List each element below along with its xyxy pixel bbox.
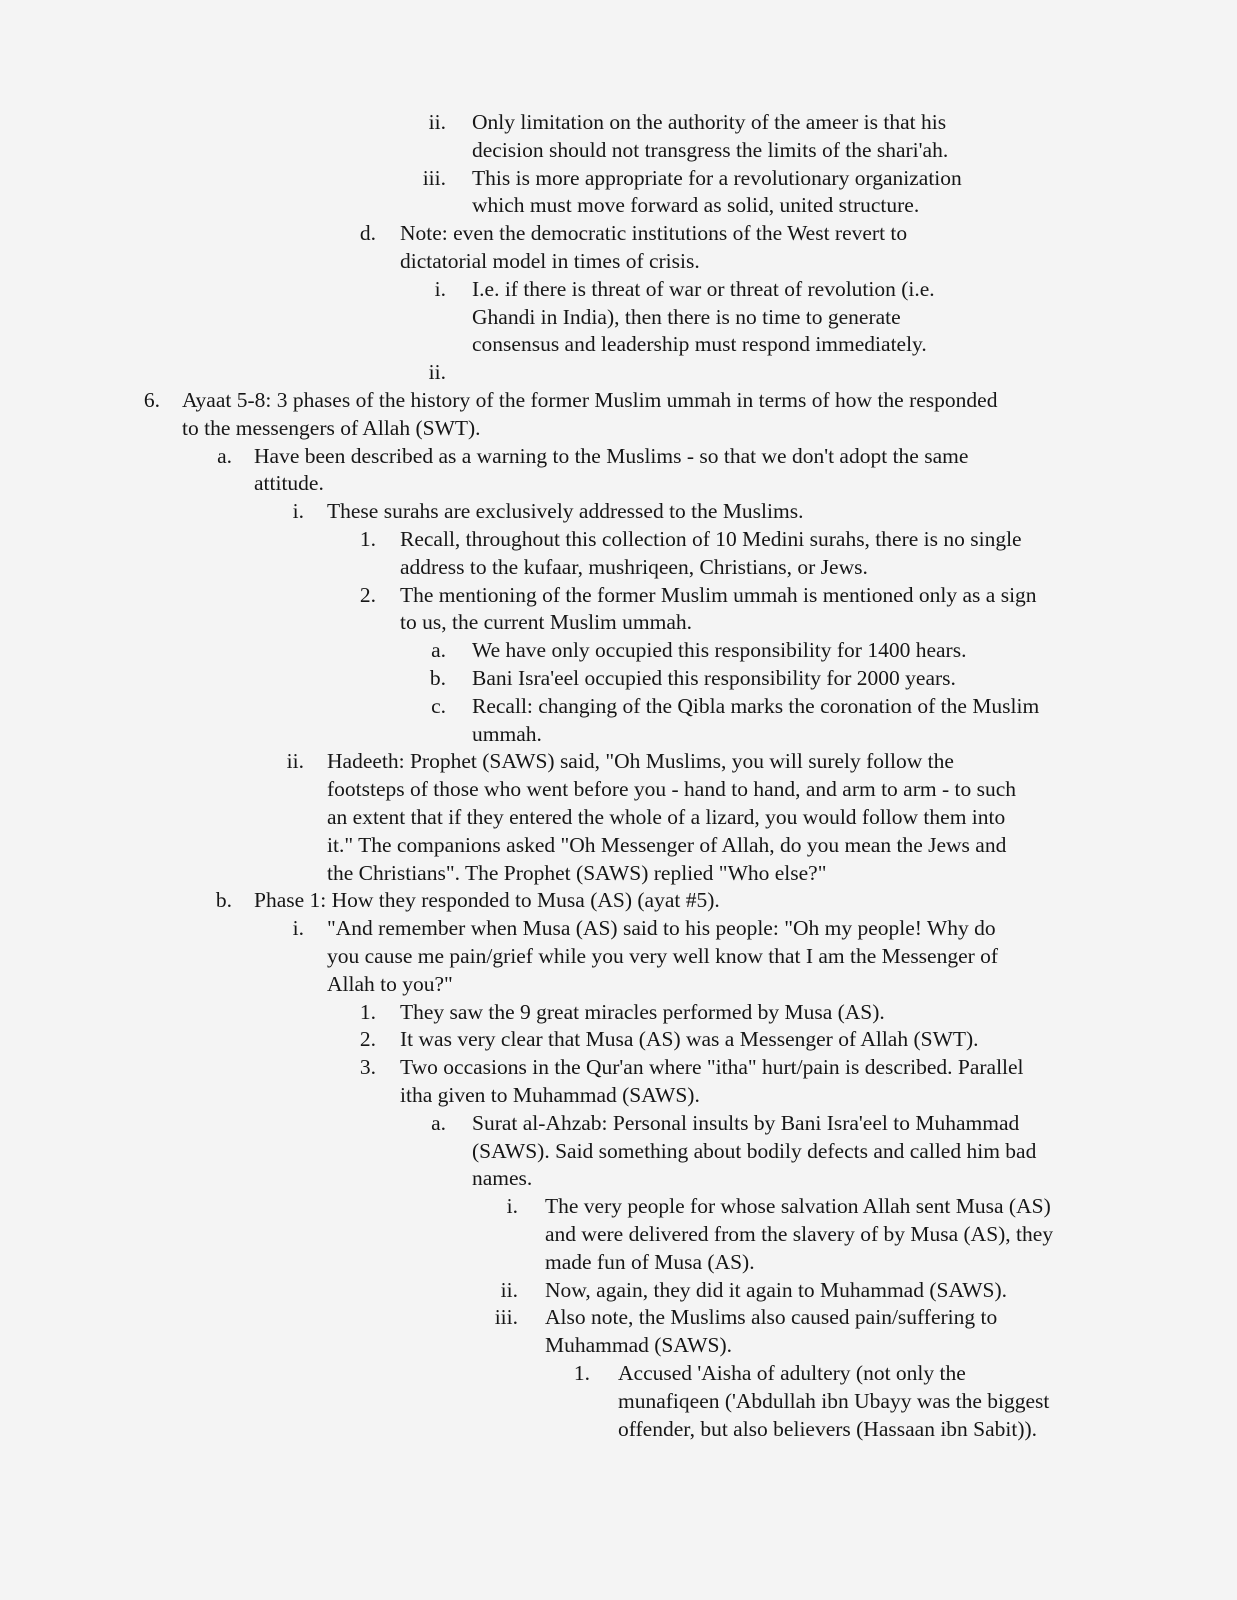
outline-text-line: decision should not transgress the limits of the shari'ah. — [472, 137, 949, 162]
list-marker: i. — [292, 499, 304, 524]
outline-text-line: Surat al-Ahzab: Personal insults by Bani Isra'eel to Muhammad — [472, 1110, 1020, 1135]
outline-text-line: offender, but also believers (Hassaan ibn Sabit)). — [618, 1416, 1038, 1441]
list-marker: ii. — [428, 360, 446, 385]
outline-text-line: Also note, the Muslims also caused pain/suffering to — [545, 1305, 998, 1330]
list-marker: 3. — [359, 1055, 376, 1080]
outline-text-line: Only limitation on the authority of the ameer is that his — [472, 110, 947, 134]
outline-text-line: to us, the current Muslim ummah. — [400, 610, 693, 635]
outline-text-line: Muhammad (SAWS). — [545, 1333, 732, 1358]
list-marker: d. — [359, 221, 376, 246]
outline-text-line: Two occasions in the Qur'an where "itha" hurt/pain is described. Parallel — [400, 1055, 1024, 1080]
list-marker: c. — [431, 693, 446, 718]
outline-text-line: attitude. — [254, 471, 324, 496]
outline-text-line: and were delivered from the slavery of by Musa (AS), they — [545, 1222, 1054, 1246]
outline-text-line: Ayaat 5-8: 3 phases of the history of the former Muslim ummah in terms of how the responded — [182, 388, 998, 412]
outline-text-line: names. — [472, 1166, 533, 1191]
outline-text-line: address to the kufaar, mushriqeen, Christians, or Jews. — [400, 554, 868, 579]
outline-text-line: Allah to you?" — [327, 971, 453, 996]
outline-text-line: an extent that if they entered the whole of a lizard, you would follow them into — [327, 805, 1006, 829]
list-marker: i. — [434, 276, 446, 301]
outline-text-line: The mentioning of the former Muslim ummah is mentioned only as a sign — [400, 582, 1037, 607]
outline-text-line: dictatorial model in times of crisis. — [400, 249, 700, 273]
outline-text-line: These surahs are exclusively addressed to the Muslims. — [327, 499, 804, 524]
list-marker: 1. — [573, 1361, 590, 1385]
outline-text-line: Recall: changing of the Qibla marks the coronation of the Muslim — [472, 693, 1040, 718]
list-marker: i. — [292, 916, 304, 941]
outline-text-line: you cause me pain/grief while you very well know that I am the Messenger of — [327, 944, 999, 968]
outline-text-line: Recall, throughout this collection of 10 Medini surahs, there is no single — [400, 527, 1022, 551]
outline-text-line: Now, again, they did it again to Muhammad (SAWS). — [545, 1277, 1008, 1302]
outline-text-line: Have been described as a warning to the Muslims - so that we don't adopt the same — [254, 443, 969, 468]
outline-text-line: it." The companions asked "Oh Messenger of Allah, do you mean the Jews and — [327, 832, 1007, 857]
list-marker: 1. — [359, 999, 376, 1024]
outline-text-line: (SAWS). Said something about bodily defects and called him bad — [472, 1138, 1037, 1163]
outline-text-line: Ghandi in India), then there is no time to generate — [472, 304, 901, 329]
outline-text-line: This is more appropriate for a revolutionary organization — [472, 165, 962, 190]
list-marker: i. — [506, 1194, 518, 1219]
outline-text-line: footsteps of those who went before you - hand to hand, and arm to arm - to such — [327, 777, 1017, 802]
list-marker: 2. — [359, 1027, 376, 1052]
outline-text-line: to the messengers of Allah (SWT). — [182, 415, 481, 440]
outline-text-line: consensus and leadership must respond immediately. — [472, 332, 927, 357]
outline-text-line: the Christians". The Prophet (SAWS) replied "Who else?" — [327, 860, 827, 885]
list-marker: ii. — [500, 1277, 518, 1302]
outline-text-line: which must move forward as solid, united structure. — [472, 193, 920, 218]
outline-text-line: I.e. if there is threat of war or threat of revolution (i.e. — [472, 276, 935, 301]
list-marker: a. — [431, 638, 446, 663]
list-marker: 1. — [359, 527, 376, 551]
list-marker: 6. — [143, 388, 160, 412]
list-marker: iii. — [494, 1305, 518, 1330]
outline-text-line: munafiqeen ('Abdullah ibn Ubayy was the biggest — [618, 1388, 1050, 1413]
outline-text-line: Phase 1: How they responded to Musa (AS) (ayat #5). — [254, 888, 720, 913]
outline-text-line: Accused 'Aisha of adultery (not only the — [618, 1361, 966, 1385]
outline-text-line: Bani Isra'eel occupied this responsibility for 2000 years. — [472, 666, 956, 690]
list-marker: b. — [215, 888, 232, 913]
outline-text-line: We have only occupied this responsibility for 1400 hears. — [472, 638, 967, 663]
outline-text-line: ummah. — [472, 721, 542, 746]
outline-text-line: "And remember when Musa (AS) said to his people: "Oh my people! Why do — [327, 916, 996, 941]
list-marker: iii. — [422, 165, 446, 190]
list-marker: ii. — [286, 749, 304, 774]
outline-text-line: itha given to Muhammad (SAWS). — [400, 1083, 700, 1107]
list-marker: ii. — [428, 110, 446, 134]
outline-text-line: They saw the 9 great miracles performed by Musa (AS). — [400, 999, 885, 1024]
outline-text-line: The very people for whose salvation Allah sent Musa (AS) — [545, 1194, 1051, 1219]
list-marker: 2. — [359, 582, 376, 607]
outline-text-line: Hadeeth: Prophet (SAWS) said, "Oh Muslims, you will surely follow the — [327, 749, 954, 774]
list-marker: a. — [217, 443, 232, 468]
outline-text-line: made fun of Musa (AS). — [545, 1249, 755, 1274]
outline-text-line: Note: even the democratic institutions of the West revert to — [400, 221, 908, 246]
outline-text-line: It was very clear that Musa (AS) was a Messenger of Allah (SWT). — [400, 1027, 979, 1052]
list-marker: a. — [431, 1110, 446, 1135]
list-marker: b. — [429, 666, 446, 690]
